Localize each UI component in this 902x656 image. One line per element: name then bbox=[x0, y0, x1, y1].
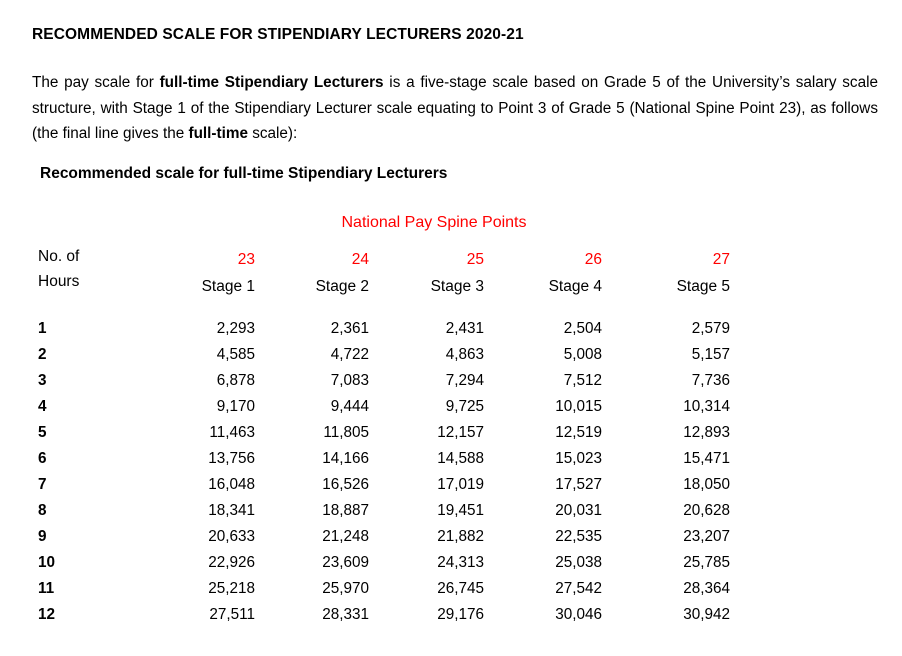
table-row bbox=[38, 498, 730, 524]
salary-value-cell: 28,364 bbox=[683, 579, 730, 597]
salary-value-cell: 2,504 bbox=[563, 319, 602, 337]
intro-bold-1: full-time Stipendiary Lecturers bbox=[159, 74, 384, 91]
salary-value-cell: 16,048 bbox=[208, 475, 255, 493]
salary-value-cell: 23,609 bbox=[322, 553, 369, 571]
table-row bbox=[38, 550, 730, 576]
table-caption: Recommended scale for full-time Stipendiary Lecturers bbox=[40, 164, 448, 182]
salary-value-cell: 28,331 bbox=[322, 605, 369, 623]
table-row bbox=[38, 446, 730, 472]
header-body-spacer bbox=[38, 296, 730, 316]
salary-value-cell: 13,756 bbox=[208, 449, 255, 467]
salary-value-cell: 30,942 bbox=[683, 605, 730, 623]
stage-header: Stage 5 bbox=[676, 277, 730, 295]
pay-scale-table bbox=[38, 213, 730, 628]
salary-value-cell: 18,050 bbox=[683, 475, 730, 493]
salary-value-cell: 27,542 bbox=[555, 579, 602, 597]
hours-cell: 12 bbox=[38, 605, 56, 623]
salary-value-cell: 6,878 bbox=[216, 371, 255, 389]
salary-value-cell: 20,031 bbox=[555, 501, 602, 519]
table-row bbox=[38, 602, 730, 628]
salary-value-cell: 2,361 bbox=[330, 319, 369, 337]
salary-value-cell: 7,294 bbox=[445, 371, 484, 389]
salary-value-cell: 7,512 bbox=[563, 371, 602, 389]
stage-header-row bbox=[38, 269, 730, 296]
salary-value-cell: 20,633 bbox=[208, 527, 255, 545]
spine-point-header: 25 bbox=[466, 250, 484, 268]
spine-point-header: 23 bbox=[237, 250, 255, 268]
intro-text-1: The pay scale for bbox=[32, 74, 160, 91]
document-title: RECOMMENDED SCALE FOR STIPENDIARY LECTURERS 2020-21 bbox=[32, 26, 524, 43]
salary-value-cell: 2,431 bbox=[445, 319, 484, 337]
salary-value-cell: 5,008 bbox=[563, 345, 602, 363]
stage-header: Stage 3 bbox=[430, 277, 484, 295]
salary-value-cell: 7,736 bbox=[691, 371, 730, 389]
salary-value-cell: 9,444 bbox=[330, 397, 369, 415]
salary-value-cell: 30,046 bbox=[555, 605, 602, 623]
salary-value-cell: 5,157 bbox=[691, 345, 730, 363]
salary-value-cell: 25,218 bbox=[208, 579, 255, 597]
salary-value-cell: 15,023 bbox=[555, 449, 602, 467]
spine-points-row bbox=[38, 243, 730, 269]
table-row bbox=[38, 576, 730, 602]
table-row bbox=[38, 524, 730, 550]
hours-cell: 9 bbox=[38, 527, 47, 545]
salary-value-cell: 9,170 bbox=[216, 397, 255, 415]
salary-value-cell: 20,628 bbox=[683, 501, 730, 519]
salary-value-cell: 2,293 bbox=[216, 319, 255, 337]
salary-value-cell: 11,805 bbox=[323, 423, 369, 441]
salary-value-cell: 10,015 bbox=[555, 397, 602, 415]
salary-value-cell: 10,314 bbox=[683, 397, 730, 415]
hours-column-header bbox=[38, 243, 138, 296]
salary-value-cell: 23,207 bbox=[683, 527, 730, 545]
salary-value-cell: 22,926 bbox=[208, 553, 255, 571]
salary-value-cell: 15,471 bbox=[683, 449, 730, 467]
group-header-row bbox=[38, 213, 730, 243]
salary-value-cell: 4,585 bbox=[216, 345, 255, 363]
hours-cell: 7 bbox=[38, 475, 47, 493]
hours-cell: 8 bbox=[38, 501, 47, 519]
spine-points-group-header: National Pay Spine Points bbox=[341, 213, 527, 231]
hours-cell: 1 bbox=[38, 319, 47, 337]
intro-text-2: is a five-stage scale based on Grade 5 of the University’s salary scale structure, with Stage 1 of the Stipendiary Lecturer scale equating to Point 3 of Grade 5 (National Spine Point 23), as follows (the final line gives the bbox=[32, 74, 878, 142]
hours-cell: 3 bbox=[38, 371, 47, 389]
table-row bbox=[38, 394, 730, 420]
salary-value-cell: 4,863 bbox=[445, 345, 484, 363]
salary-value-cell: 12,157 bbox=[437, 423, 484, 441]
salary-value-cell: 2,579 bbox=[691, 319, 730, 337]
salary-value-cell: 12,519 bbox=[555, 423, 602, 441]
salary-value-cell: 11,463 bbox=[209, 423, 255, 441]
salary-value-cell: 26,745 bbox=[437, 579, 484, 597]
salary-value-cell: 12,893 bbox=[683, 423, 730, 441]
table-row bbox=[38, 342, 730, 368]
stage-header: Stage 4 bbox=[548, 277, 602, 295]
hours-cell: 10 bbox=[38, 553, 56, 571]
intro-paragraph bbox=[32, 70, 878, 147]
salary-value-cell: 21,882 bbox=[437, 527, 484, 545]
spine-point-header: 26 bbox=[584, 250, 602, 268]
hours-cell: 6 bbox=[38, 449, 47, 467]
salary-value-cell: 25,970 bbox=[322, 579, 369, 597]
salary-value-cell: 14,588 bbox=[437, 449, 484, 467]
stage-header: Stage 1 bbox=[201, 277, 255, 295]
salary-value-cell: 17,527 bbox=[555, 475, 602, 493]
hours-cell: 11 bbox=[38, 579, 55, 597]
hours-header-line1: No. of bbox=[38, 248, 80, 265]
salary-value-cell: 22,535 bbox=[555, 527, 602, 545]
stage-header: Stage 2 bbox=[315, 277, 369, 295]
salary-value-cell: 9,725 bbox=[445, 397, 484, 415]
table-row bbox=[38, 420, 730, 446]
salary-value-cell: 7,083 bbox=[330, 371, 369, 389]
table-row bbox=[38, 316, 730, 342]
hours-header-line2: Hours bbox=[38, 273, 80, 290]
hours-cell: 4 bbox=[38, 397, 47, 415]
hours-cell: 5 bbox=[38, 423, 47, 441]
salary-value-cell: 16,526 bbox=[322, 475, 369, 493]
salary-value-cell: 19,451 bbox=[437, 501, 484, 519]
spine-point-header: 24 bbox=[351, 250, 369, 268]
salary-value-cell: 24,313 bbox=[437, 553, 484, 571]
table-row bbox=[38, 368, 730, 394]
salary-value-cell: 21,248 bbox=[322, 527, 369, 545]
group-header-spacer bbox=[38, 213, 138, 243]
intro-text-3: scale): bbox=[247, 125, 298, 142]
salary-value-cell: 14,166 bbox=[322, 449, 369, 467]
salary-value-cell: 18,341 bbox=[208, 501, 255, 519]
spine-point-header: 27 bbox=[712, 250, 730, 268]
salary-value-cell: 27,511 bbox=[209, 605, 255, 623]
salary-value-cell: 17,019 bbox=[437, 475, 484, 493]
salary-value-cell: 18,887 bbox=[322, 501, 369, 519]
salary-value-cell: 25,785 bbox=[683, 553, 730, 571]
table-row bbox=[38, 472, 730, 498]
intro-bold-2: full-time bbox=[188, 125, 248, 142]
salary-value-cell: 29,176 bbox=[437, 605, 484, 623]
salary-value-cell: 25,038 bbox=[555, 553, 602, 571]
salary-value-cell: 4,722 bbox=[330, 345, 369, 363]
hours-cell: 2 bbox=[38, 345, 47, 363]
